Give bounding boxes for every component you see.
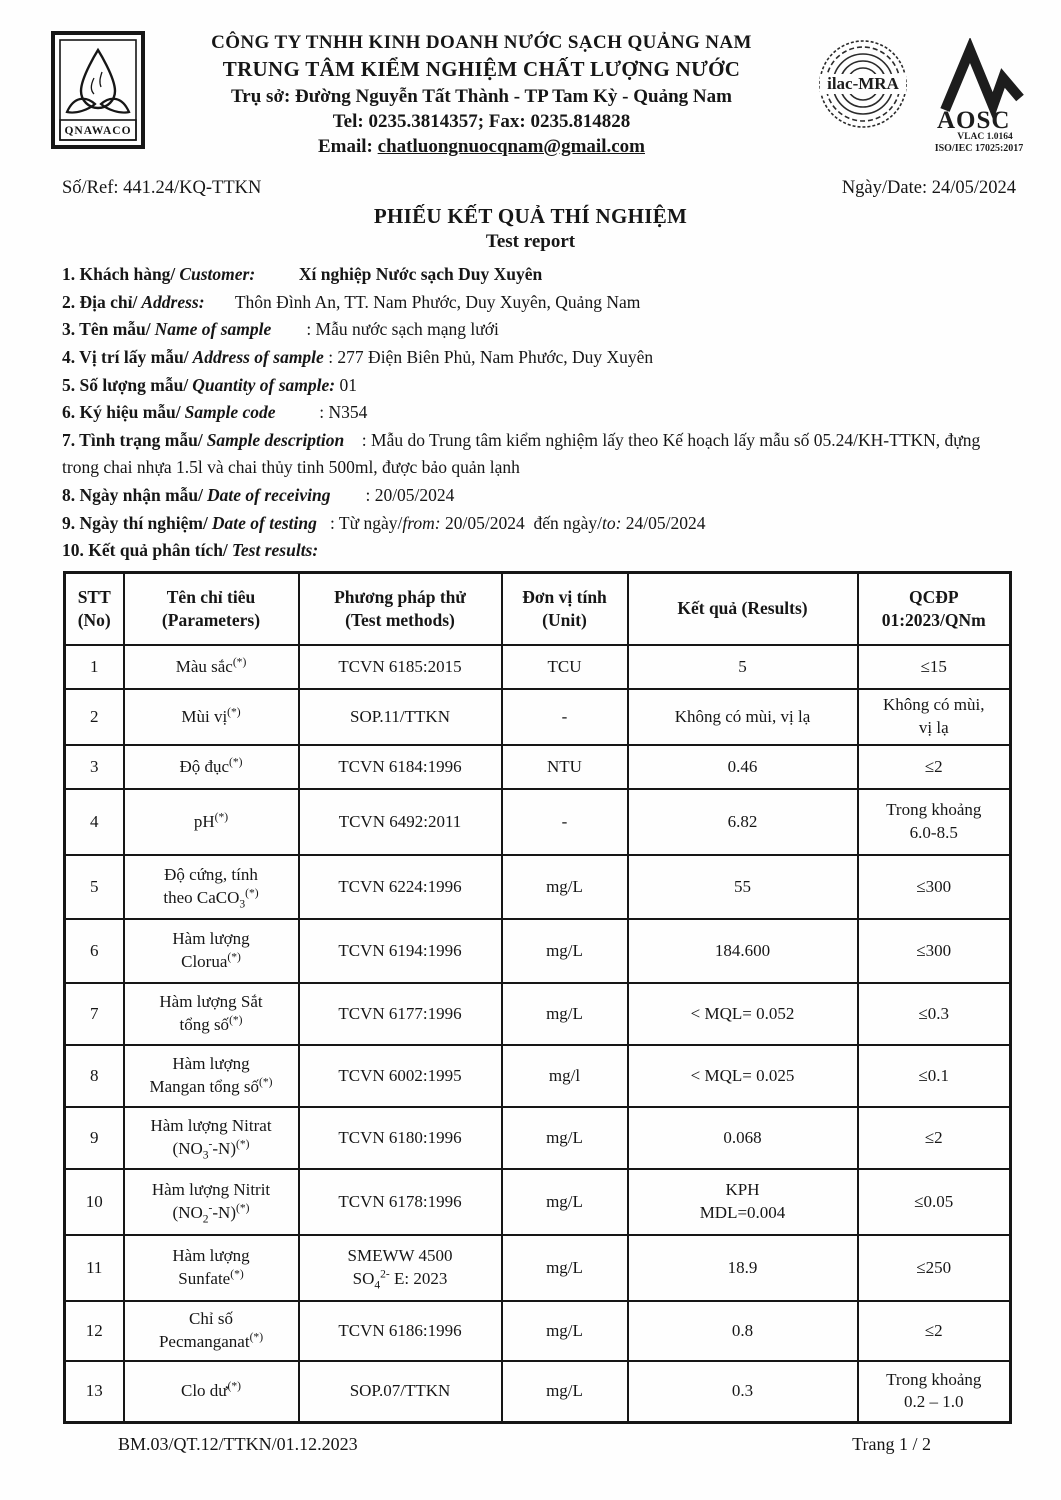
cell-parameter: Hàm lượng Clorua(*): [124, 919, 299, 983]
cell-result: 5: [628, 645, 858, 689]
report-date: Ngày/Date: 24/05/2024: [841, 178, 1016, 198]
field-label-en: Quantity of sample:: [192, 374, 336, 395]
cell-limit: ≤300: [858, 855, 1011, 919]
result-row: [65, 919, 1011, 983]
cell-parameter: pH(*): [124, 789, 299, 855]
result-row: [65, 1301, 1011, 1361]
report-title-en: Test report: [485, 231, 576, 252]
field-label-en: Date of receiving: [207, 485, 331, 506]
ref-number: Số/Ref: 441.24/KQ-TTKN: [62, 178, 262, 198]
accreditation-stamps: [817, 30, 1031, 156]
field-row: [62, 399, 1016, 427]
cell-limit: ≤15: [858, 645, 1011, 689]
field-row: [62, 261, 1016, 289]
cell-result: 0.8: [628, 1301, 858, 1361]
field-label-en: Name of sample: [154, 319, 272, 340]
email-line: [146, 136, 817, 158]
cell-result: 6.82: [628, 789, 858, 855]
aosc-stamp-icon: [919, 38, 1031, 156]
cell-method: SOP.11/TTKN: [299, 689, 502, 745]
col-parameter: Tên chỉ tiêu (Parameters): [124, 573, 299, 645]
cell-unit: NTU: [502, 745, 628, 789]
cell-unit: mg/L: [502, 1169, 628, 1235]
cell-method: SMEWW 4500 $SO_4^{2-}$ E: 2023: [299, 1235, 502, 1301]
field-label-en: Address:: [141, 291, 205, 312]
cell-no: 7: [65, 983, 124, 1045]
result-row: [65, 1361, 1011, 1423]
cell-result: 184.600: [628, 919, 858, 983]
logo-text: QNAWACO: [64, 125, 132, 137]
result-row: [65, 1045, 1011, 1107]
field-label-en: Address of sample: [192, 346, 324, 367]
cell-parameter: Hàm lượng Mangan tổng số(*): [124, 1045, 299, 1107]
cell-parameter: Hàm lượng Nitrat $(NO_3^--N)^{(*)}$: [124, 1107, 299, 1169]
col-method: Phương pháp thử (Test methods): [299, 573, 502, 645]
ilac-mra-text: ilac-MRA: [827, 74, 899, 93]
cell-result: KPH MDL=0.004: [628, 1169, 858, 1235]
field-row: [62, 510, 1016, 538]
cell-limit: ≤0.1: [858, 1045, 1011, 1107]
cell-unit: mg/L: [502, 1235, 628, 1301]
cell-result: 55: [628, 855, 858, 919]
field-row: [62, 482, 1016, 510]
results-table-body: [65, 645, 1011, 1423]
result-row: [65, 855, 1011, 919]
field-value: 01: [335, 374, 357, 395]
result-row: [65, 1235, 1011, 1301]
cell-no: 2: [65, 689, 124, 745]
result-row: [65, 689, 1011, 745]
field-row: [62, 344, 1016, 372]
cell-parameter: Clo dư(*): [124, 1361, 299, 1423]
cell-unit: TCU: [502, 645, 628, 689]
cell-no: 6: [65, 919, 124, 983]
meta-row: [62, 178, 1016, 199]
cell-method: TCVN 6224:1996: [299, 855, 502, 919]
result-row: [65, 983, 1011, 1045]
aosc-text: AOSC: [937, 107, 1011, 134]
cell-no: 4: [65, 789, 124, 855]
cell-unit: mg/L: [502, 855, 628, 919]
cell-no: 12: [65, 1301, 124, 1361]
vlac-text: VLAC 1.0164: [957, 132, 1013, 142]
cell-method: TCVN 6177:1996: [299, 983, 502, 1045]
cell-method: TCVN 6194:1996: [299, 919, 502, 983]
col-no: STT (No): [65, 573, 124, 645]
email-address: chatluongnuocqnam@gmail.com: [377, 136, 645, 157]
cell-unit: -: [502, 689, 628, 745]
cell-unit: mg/L: [502, 1301, 628, 1361]
cell-parameter: Hàm lượng Sunfate(*): [124, 1235, 299, 1301]
fields: [62, 261, 1016, 565]
cell-no: 8: [65, 1045, 124, 1107]
field-value: : Mẫu do Trung tâm kiểm nghiệm lấy theo Kế hoạch lấy mẫu số 05.24/KH-TTKN, đựng trong chai nhựa 1.5l và chai thủy tinh 500ml, được bảo quản lạnh: [62, 429, 985, 478]
result-row: [65, 1169, 1011, 1235]
company-name: CÔNG TY TNHH KINH DOANH NƯỚC SẠCH QUẢNG NAM: [211, 32, 752, 53]
cell-no: 3: [65, 745, 124, 789]
field-label-vi: 10. Kết quả phân tích/: [62, 540, 228, 561]
cell-limit: ≤0.05: [858, 1169, 1011, 1235]
cell-result: < MQL= 0.025: [628, 1045, 858, 1107]
cell-limit: Trong khoảng 0.2 – 1.0: [858, 1361, 1011, 1423]
tel-fax: Tel: 0235.3814357; Fax: 0235.814828: [332, 111, 631, 132]
cell-limit: ≤2: [858, 1107, 1011, 1169]
cell-method: TCVN 6002:1995: [299, 1045, 502, 1107]
cell-no: 5: [65, 855, 124, 919]
cell-unit: mg/L: [502, 1107, 628, 1169]
cell-no: 11: [65, 1235, 124, 1301]
field-label-vi: 6. Ký hiệu mẫu/: [62, 402, 181, 423]
cell-unit: mg/l: [502, 1045, 628, 1107]
letterhead: [0, 0, 1061, 158]
field-label-en: Date of testing: [211, 512, 317, 533]
field-label-en: Sample code: [184, 402, 276, 423]
cell-unit: mg/L: [502, 1361, 628, 1423]
field-value: : 20/05/2024: [330, 485, 455, 506]
field-row: [62, 427, 1016, 482]
field-row: [62, 537, 1016, 565]
col-limit: QCĐP 01:2023/QNm: [858, 573, 1011, 645]
cell-no: 1: [65, 645, 124, 689]
result-row: [65, 745, 1011, 789]
cell-parameter: Màu sắc(*): [124, 645, 299, 689]
cell-no: 13: [65, 1361, 124, 1423]
field-label-vi: 9. Ngày thí nghiệm/: [62, 512, 208, 533]
field-label-vi: 2. Địa chỉ/: [62, 291, 138, 312]
field-label-vi: 1. Khách hàng/: [62, 264, 176, 284]
field-label-vi: 4. Vị trí lấy mẫu/: [62, 346, 189, 367]
cell-method: TCVN 6185:2015: [299, 645, 502, 689]
iso-text: ISO/IEC 17025:2017: [934, 143, 1024, 154]
cell-unit: mg/L: [502, 983, 628, 1045]
result-row: [65, 1107, 1011, 1169]
header-row: [65, 573, 1011, 645]
result-row: [65, 789, 1011, 855]
cell-limit: ≤0.3: [858, 983, 1011, 1045]
cell-result: < MQL= 0.052: [628, 983, 858, 1045]
field-label-en: Test results:: [231, 540, 319, 561]
cell-parameter: Mùi vị(*): [124, 689, 299, 745]
cell-result: Không có mùi, vị lạ: [628, 689, 858, 745]
field-value: : N354: [275, 402, 368, 423]
cell-limit: ≤250: [858, 1235, 1011, 1301]
col-result: Kết quả (Results): [628, 573, 858, 645]
cell-no: 10: [65, 1169, 124, 1235]
cell-method: TCVN 6492:2011: [299, 789, 502, 855]
water-drop-logo-icon: [50, 30, 146, 150]
head-office-address: Trụ sở: Đường Nguyễn Tất Thành - TP Tam Kỳ - Quảng Nam: [231, 86, 732, 107]
cell-method: TCVN 6186:1996: [299, 1301, 502, 1361]
cell-parameter: Hàm lượng Nitrit $(NO_2^--N)^{(*)}$: [124, 1169, 299, 1235]
field-label-en: Sample description: [206, 429, 345, 450]
cell-limit: Trong khoảng 6.0-8.5: [858, 789, 1011, 855]
field-label-vi: 7. Tình trạng mẫu/: [62, 429, 203, 450]
cell-limit: ≤2: [858, 1301, 1011, 1361]
cell-parameter: Độ cứng, tính theo CaCO$_3$(*): [124, 855, 299, 919]
field-row: [62, 289, 1016, 317]
field-label-vi: 8. Ngày nhận mẫu/: [62, 485, 204, 506]
field-value: Thôn Đình An, TT. Nam Phước, Duy Xuyên, Quảng Nam: [204, 291, 641, 312]
cell-result: 0.3: [628, 1361, 858, 1423]
cell-parameter: Chỉ số Pecmanganat(*): [124, 1301, 299, 1361]
field-label-vi: 5. Số lượng mẫu/: [62, 374, 189, 395]
cell-method: TCVN 6180:1996: [299, 1107, 502, 1169]
cell-limit: ≤300: [858, 919, 1011, 983]
center-name: TRUNG TÂM KIỂM NGHIỆM CHẤT LƯỢNG NƯỚC: [222, 57, 741, 81]
cell-result: 0.46: [628, 745, 858, 789]
cell-limit: ≤2: [858, 745, 1011, 789]
cell-result: 18.9: [628, 1235, 858, 1301]
cell-unit: mg/L: [502, 919, 628, 983]
cell-parameter: Hàm lượng Sắt tổng số(*): [124, 983, 299, 1045]
field-value: : Từ ngày/from: 20/05/2024 đến ngày/to: 24/05/2024: [316, 512, 706, 533]
cell-parameter: Độ đục(*): [124, 745, 299, 789]
cell-method: TCVN 6178:1996: [299, 1169, 502, 1235]
ilac-mra-stamp-icon: [817, 38, 909, 134]
cell-unit: -: [502, 789, 628, 855]
field-label-vi: 3. Tên mẫu/: [62, 319, 151, 340]
email-label: Email:: [318, 136, 378, 157]
cell-no: 9: [65, 1107, 124, 1169]
cell-result: 0.068: [628, 1107, 858, 1169]
cell-method: SOP.07/TTKN: [299, 1361, 502, 1423]
field-row: [62, 316, 1016, 344]
form-code: BM.03/QT.12/TTKN/01.12.2023: [118, 1434, 358, 1455]
page-footer: [118, 1434, 931, 1455]
field-label-en: Customer:: [179, 264, 256, 284]
letterhead-text: [146, 30, 817, 158]
results-table-head: [65, 573, 1011, 645]
report-title-vi: PHIẾU KẾT QUẢ THÍ NGHIỆM: [373, 204, 688, 228]
field-value: Xí nghiệp Nước sạch Duy Xuyên: [298, 264, 543, 284]
field-value: : 277 Điện Biên Phủ, Nam Phước, Duy Xuyên: [323, 346, 654, 367]
cell-method: TCVN 6184:1996: [299, 745, 502, 789]
qnawaco-logo: [50, 30, 146, 155]
field-row: [62, 372, 1016, 400]
col-unit: Đơn vị tính (Unit): [502, 573, 628, 645]
results-table: [63, 571, 1012, 1424]
page-number: Trang 1 / 2: [852, 1434, 931, 1455]
cell-limit: Không có mùi, vị lạ: [858, 689, 1011, 745]
result-row: [65, 645, 1011, 689]
field-value: : Mẫu nước sạch mạng lưới: [271, 319, 499, 340]
